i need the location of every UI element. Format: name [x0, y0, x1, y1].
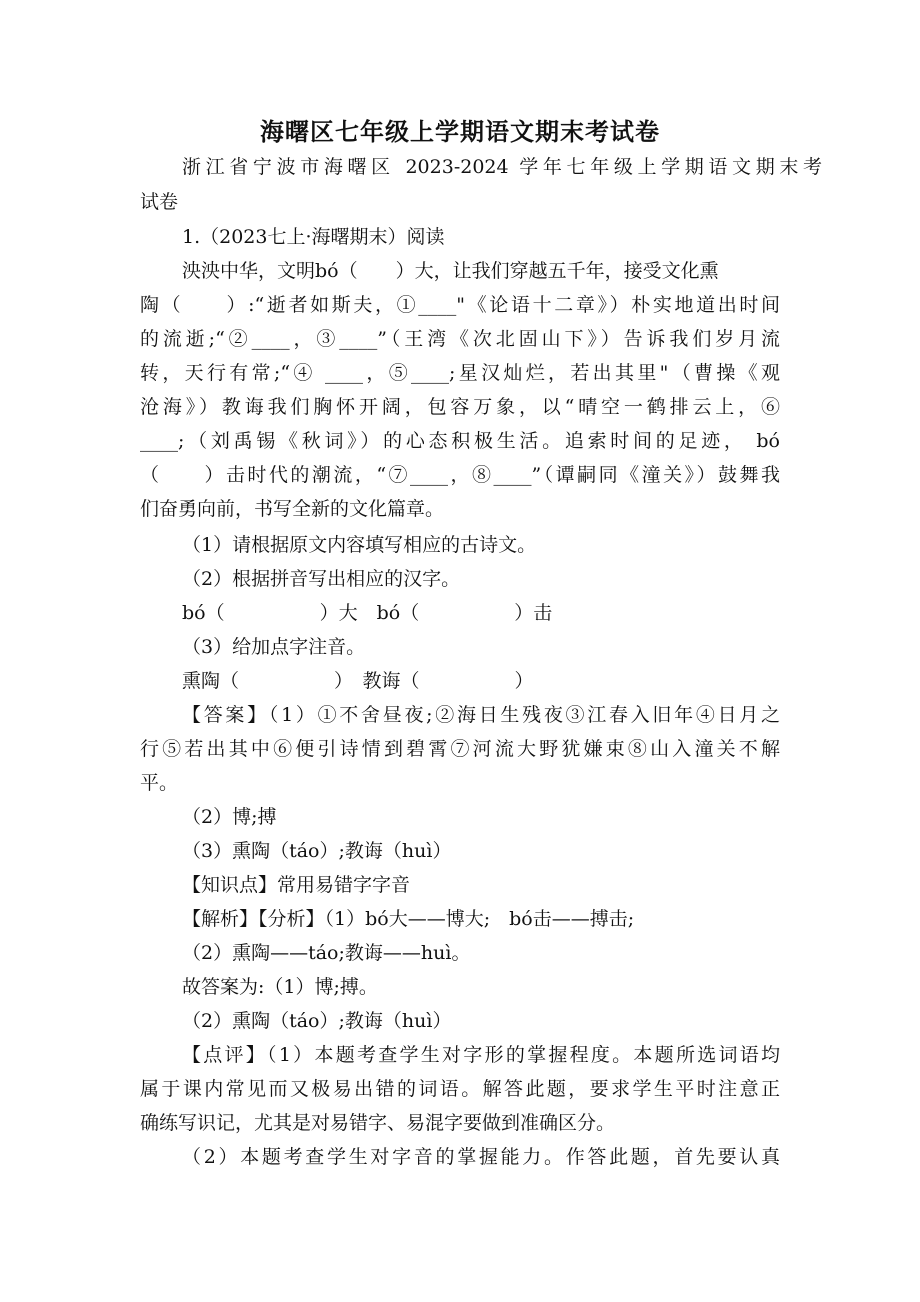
answer-line: （3）熏陶（táo）;教诲（huì）	[182, 840, 452, 862]
passage-line: 泱泱中华，文明bó（ ）大，让我们穿越五千年，接受文化熏	[182, 260, 719, 282]
comment-line: 【点评】（1）本题考查学生对字形的掌握程度。本题所选词语均	[182, 1044, 780, 1066]
subtitle-line-1: 浙江省宁波市海曙区 2023-2024 学年七年级上学期语文期末考	[182, 156, 822, 178]
answer-line: 【答案】（1）①不舍昼夜;②海日生残夜③江春入旧年④日月之	[182, 704, 780, 726]
answer-line: （2）博;搏	[182, 806, 277, 828]
analysis-line: 【解析】【分析】（1）bó大——博大; bó击——搏击;	[182, 908, 635, 930]
question-heading: 1.（2023七上·海曙期末）阅读	[182, 226, 445, 248]
comment-line: 确练写识记，尤其是对易错字、易混字要做到准确区分。	[140, 1112, 616, 1134]
subtitle-line-2: 试卷	[140, 191, 179, 213]
passage-line: 陶（ ）:“逝者如斯夫，①____"《论语十二章》）朴实地道出时间	[140, 294, 780, 316]
passage-line: （ ）击时代的潮流，“⑦____，⑧____”（谭嗣同《潼关》）鼓舞我	[140, 464, 780, 486]
fill-in-line: bó（ ）大 bó（ ）击	[182, 602, 553, 624]
document-title: 海曙区七年级上学期语文期末考试卷	[260, 118, 660, 146]
fill-in-line: 熏陶（ ） 教诲（ ）	[182, 670, 534, 692]
analysis-line: （2）熏陶（táo）;教诲（huì）	[182, 1010, 452, 1032]
passage-line: 们奋勇向前，书写全新的文化篇章。	[140, 498, 445, 520]
sub-question: （1）请根据原文内容填写相应的古诗文。	[182, 534, 537, 556]
analysis-line: 故答案为:（1）博;搏。	[182, 976, 378, 998]
sub-question: （2）根据拼音写出相应的汉字。	[182, 568, 461, 590]
comment-line: 属于课内常见而又极易出错的词语。解答此题，要求学生平时注意正	[140, 1078, 780, 1100]
passage-line: 转，天行有常;“④ ____，⑤____;星汉灿烂，若出其里"（曹操《观	[140, 362, 780, 384]
comment-line: （2）本题考查学生对字音的掌握能力。作答此题，首先要认真	[182, 1146, 780, 1168]
knowledge-point: 【知识点】常用易错字字音	[182, 874, 411, 896]
passage-line: 沧海》）教诲我们胸怀开阔，包容万象，以“晴空一鹤排云上，⑥	[140, 396, 780, 418]
passage-line: 的流逝;“②____，③____”（王湾《次北固山下》）告诉我们岁月流	[140, 328, 780, 350]
sub-question: （3）给加点字注音。	[182, 636, 366, 658]
answer-line: 行⑤若出其中⑥便引诗情到碧霄⑦河流大野犹嫌束⑧山入潼关不解	[140, 738, 780, 760]
analysis-line: （2）熏陶——táo;教诲——huì。	[182, 942, 471, 964]
answer-line: 平。	[140, 772, 179, 794]
passage-line: ____;（刘禹锡《秋词》）的心态积极生活。追索时间的足迹， bó	[140, 430, 780, 452]
